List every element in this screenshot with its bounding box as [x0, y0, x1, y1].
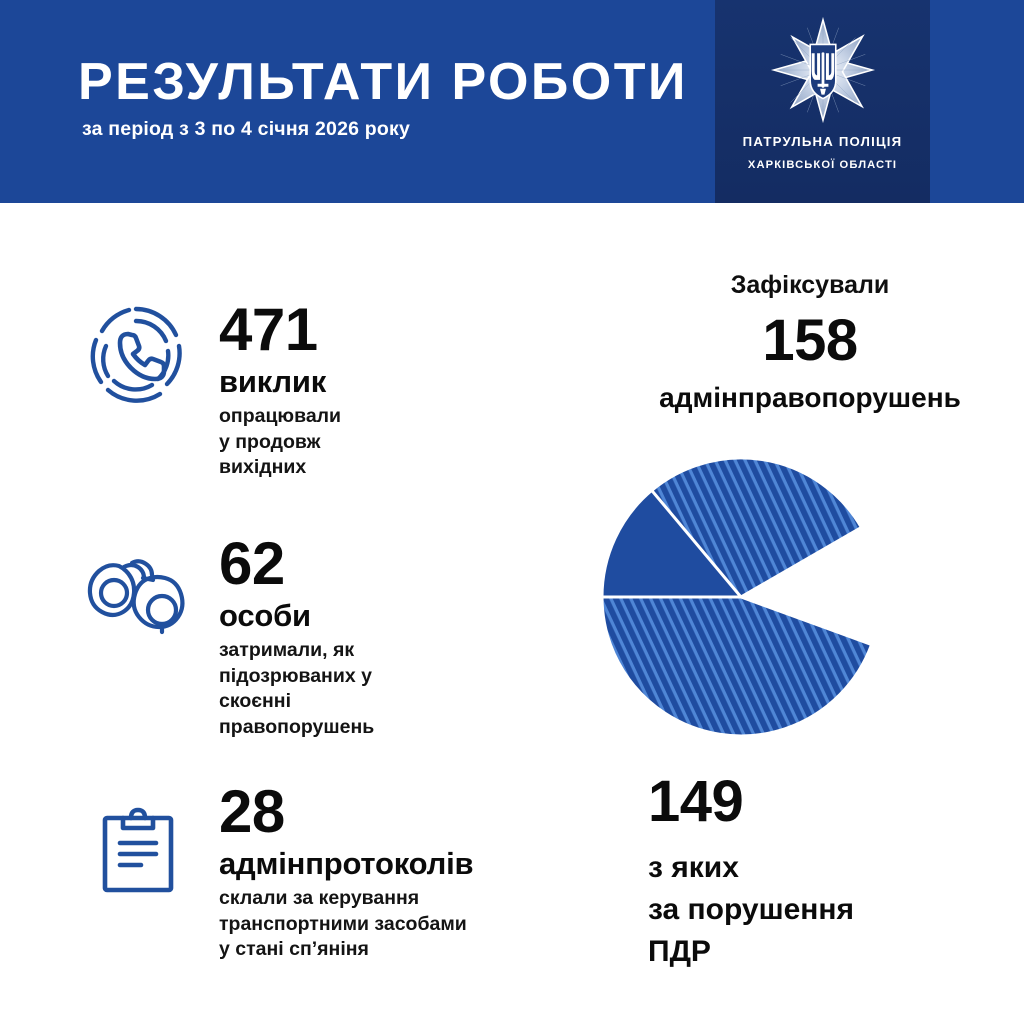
violations-pie-chart	[602, 458, 880, 736]
stat-desc-protocols	[219, 886, 473, 962]
header-period-subtitle: за період з 3 по 4 січня 2026 року	[82, 118, 411, 140]
stat-body-protocols	[219, 778, 474, 963]
logo-text-line-1: ПАТРУЛЬНА ПОЛІЦІЯ	[742, 134, 903, 149]
stat-desc-line: правопорушень	[219, 715, 375, 738]
stat-desc-line: склали за керування	[219, 887, 420, 910]
stat-desc-line: підозрюваних у скоєнні	[219, 664, 372, 713]
header-banner	[0, 0, 1024, 203]
stat-desc-line: у продовж вихідних	[219, 430, 321, 479]
stat-number-calls: 471	[219, 296, 318, 363]
traffic-violations-desc-line: ПДР	[648, 935, 711, 968]
stat-unit-calls: виклик	[219, 364, 327, 399]
traffic-violations-desc-line: з яких	[648, 851, 739, 884]
stat-desc-line: транспортними засобами	[219, 912, 467, 935]
traffic-violations-number: 149	[648, 769, 744, 834]
stat-unit-protocols: адмінпротоколів	[219, 846, 474, 881]
content-area	[0, 203, 1024, 1024]
recorded-number: 158	[762, 308, 858, 373]
traffic-violations-desc	[648, 847, 988, 973]
stat-desc-line: у стані сп’яніня	[219, 938, 369, 961]
recorded-label: Зафіксували	[730, 271, 890, 299]
traffic-violations-summary	[648, 769, 988, 973]
stat-body-calls	[219, 296, 342, 481]
stat-number-protocols: 28	[219, 778, 285, 845]
stat-unit-detained: особи	[219, 598, 311, 633]
logo-text-line-2: ХАРКІВСЬКОЇ ОБЛАСТІ	[747, 159, 898, 171]
stat-body-detained	[219, 530, 375, 740]
stat-number-detained: 62	[219, 530, 285, 597]
clipboard-document-icon	[94, 805, 186, 897]
logo-panel	[715, 0, 930, 203]
stat-desc-calls	[219, 404, 341, 480]
recorded-summary	[610, 273, 1010, 412]
page-title: РЕЗУЛЬТАТИ РОБОТИ	[78, 53, 688, 111]
pie-chart-svg	[602, 458, 880, 736]
handcuffs-icon	[86, 553, 196, 645]
recorded-unit: адмінправопорушень	[659, 382, 961, 413]
stat-desc-line: опрацювали	[219, 405, 342, 428]
phone-call-icon	[84, 301, 188, 405]
police-star-trident-emblem-icon	[764, 12, 882, 130]
traffic-violations-desc-line: за порушення	[648, 893, 855, 926]
stat-desc-detained	[219, 638, 374, 739]
stat-desc-line: затримали, як	[219, 639, 355, 662]
